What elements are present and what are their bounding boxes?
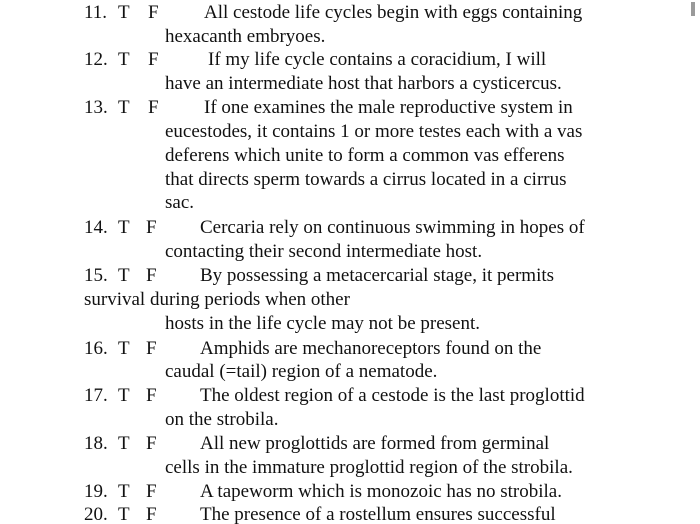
q12-number: 12. (84, 49, 108, 70)
q14-number: 14. (84, 217, 108, 238)
q13-statement-cont-1: eucestodes, it contains 1 or more testes each with a vas (165, 121, 583, 142)
q13-statement-cont-3: that directs sperm towards a cirrus located in a cirrus (165, 169, 567, 190)
q14-false-option[interactable]: F (146, 217, 157, 238)
q16-statement: Amphids are mechanoreceptors found on the (200, 338, 542, 359)
q16-true-option[interactable]: T (118, 338, 130, 359)
q18-statement-cont: cells in the immature proglottid region of the strobila. (165, 457, 573, 478)
q13-true-option[interactable]: T (118, 97, 130, 118)
q13-statement: If one examines the male reproductive system in (204, 97, 573, 118)
q15-statement-cont-2: hosts in the life cycle may not be present. (165, 313, 480, 334)
q19-true-option[interactable]: T (118, 481, 130, 502)
q11-number: 11. (84, 2, 108, 23)
q17-false-option[interactable]: F (146, 385, 157, 406)
q11-true-option[interactable]: T (118, 2, 130, 23)
q19-statement: A tapeworm which is monozoic has no strobila. (200, 481, 562, 502)
q16-number: 16. (84, 338, 108, 359)
q13-statement-cont-2: deferens which unite to form a common vas efferens (165, 145, 565, 166)
q15-false-option[interactable]: F (146, 265, 157, 286)
q19-false-option[interactable]: F (146, 481, 157, 502)
q14-true-option[interactable]: T (118, 217, 130, 238)
q20-statement: The presence of a rostellum ensures successful (200, 504, 556, 524)
q20-number: 20. (84, 504, 108, 524)
q15-true-option[interactable]: T (118, 265, 130, 286)
q15-statement: By possessing a metacercarial stage, it permits (200, 265, 555, 286)
q13-false-option[interactable]: F (148, 97, 159, 118)
q20-true-option[interactable]: T (118, 504, 130, 524)
q18-number: 18. (84, 433, 108, 454)
q20-false-option[interactable]: F (146, 504, 157, 524)
q16-false-option[interactable]: F (146, 338, 157, 359)
q18-statement: All new proglottids are formed from germinal (200, 433, 550, 454)
q13-number: 13. (84, 97, 108, 118)
q12-true-option[interactable]: T (118, 49, 130, 70)
q19-number: 19. (84, 481, 108, 502)
q17-statement-cont: on the strobila. (165, 409, 279, 430)
q11-statement-cont: hexacanth embryoes. (165, 26, 326, 47)
scrollbar-thumb[interactable] (691, 2, 695, 16)
q13-statement-cont-4: sac. (165, 192, 195, 213)
q12-statement-cont: have an intermediate host that harbors a cysticercus. (165, 73, 562, 94)
q14-statement: Cercaria rely on continuous swimming in hopes of (200, 217, 585, 238)
q12-statement: If my life cycle contains a coracidium, I will (208, 49, 547, 70)
q18-true-option[interactable]: T (118, 433, 130, 454)
q12-false-option[interactable]: F (148, 49, 159, 70)
q15-number: 15. (84, 265, 108, 286)
q17-statement: The oldest region of a cestode is the last proglottid (200, 385, 585, 406)
q17-number: 17. (84, 385, 108, 406)
q17-true-option[interactable]: T (118, 385, 130, 406)
q15-statement-cont-1: survival during periods when other (84, 289, 350, 310)
q14-statement-cont: contacting their second intermediate host. (165, 241, 483, 262)
q11-statement: All cestode life cycles begin with eggs containing (204, 2, 583, 23)
q16-statement-cont: caudal (=tail) region of a nematode. (165, 361, 438, 382)
q11-false-option[interactable]: F (148, 2, 159, 23)
q18-false-option[interactable]: F (146, 433, 157, 454)
